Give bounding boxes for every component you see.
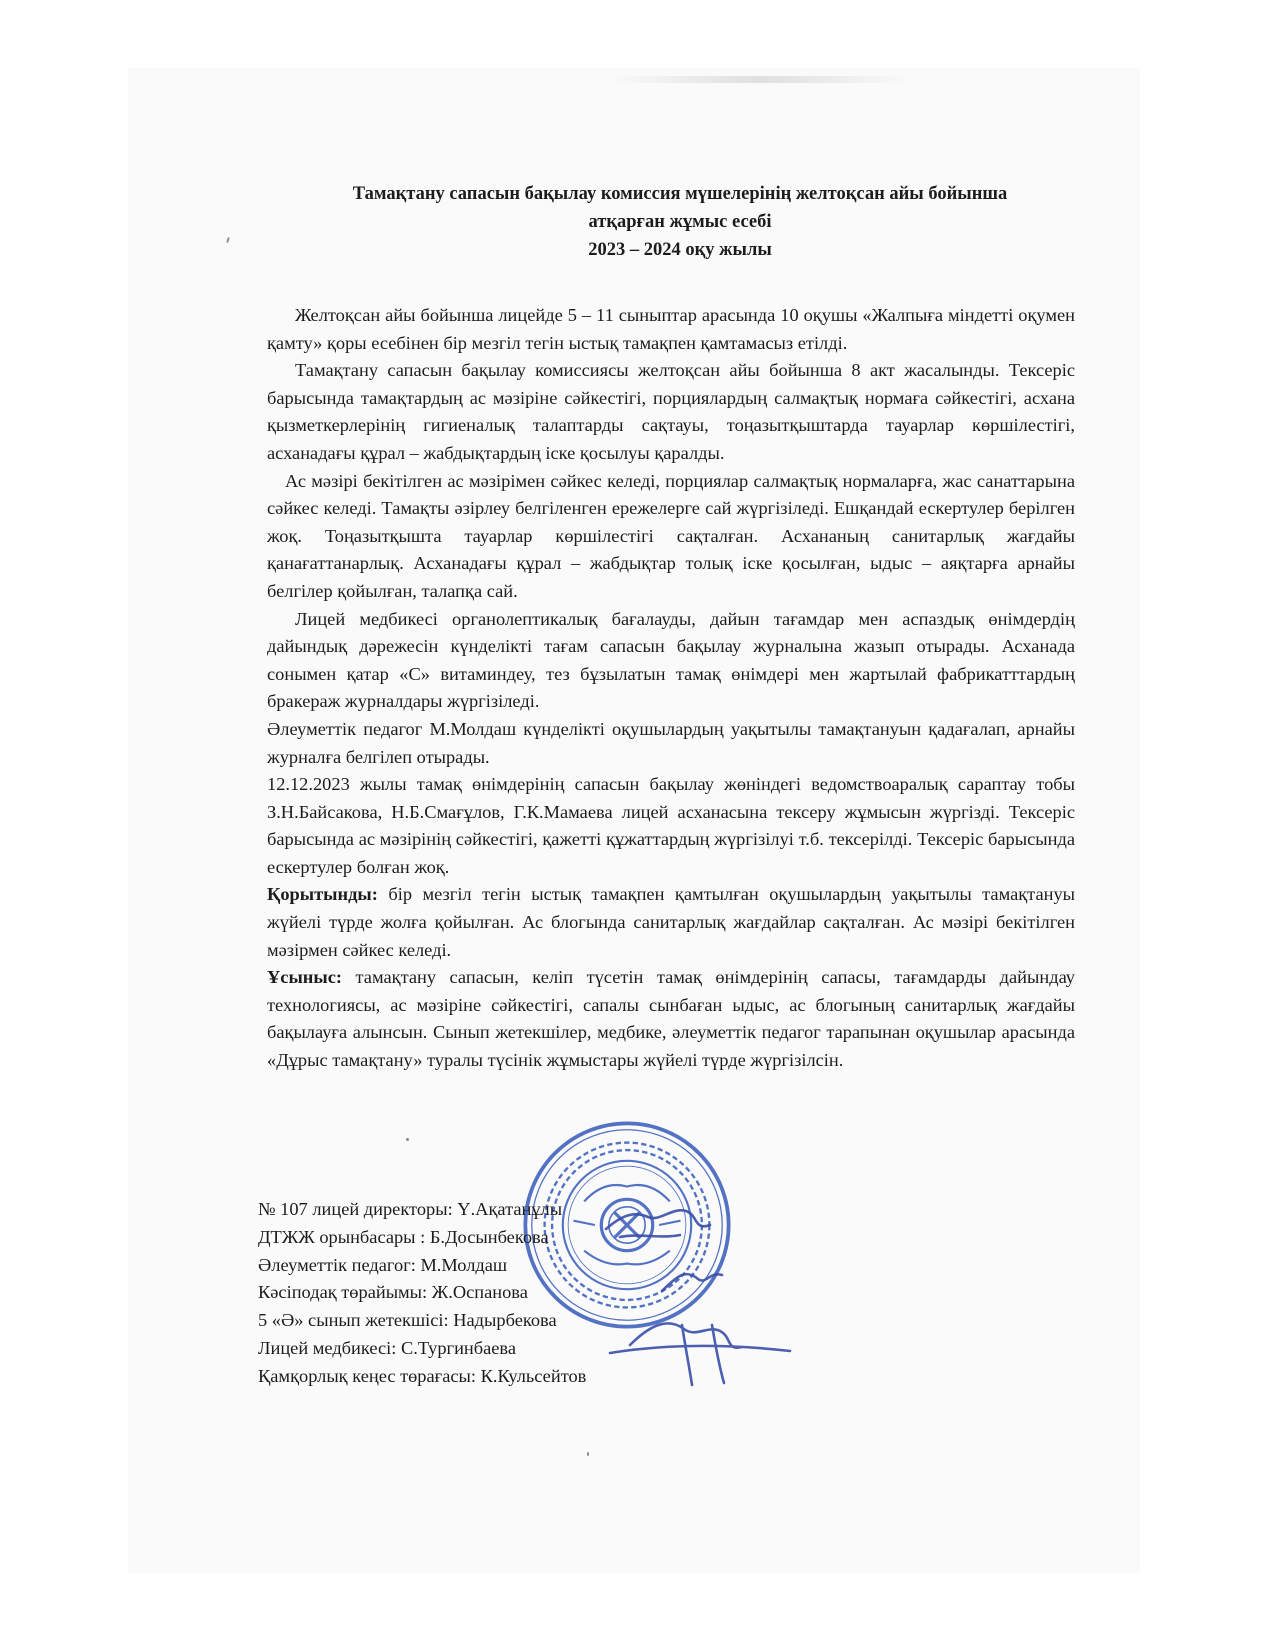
signatory-director: № 107 лицей директоры: Ү.Ақатанұлы [258, 1199, 563, 1219]
signatory-nurse: Лицей медбикесі: С.Тургинбаева [258, 1337, 517, 1358]
paragraph-conclusion [267, 881, 1075, 964]
paragraph-interagency-inspection: 12.12.2023 жылы тамақ өнімдерінің сапасын бақылау жөніндегі ведомствоаралық сараптау тобы З.Н.Байсакова, Н.Б.Смағұлов, Г.К.Мамаева лицей асханасына тексеру жұмысын жүргізді. Тексеріс барысында ас мәзірінің сәйкестігі, қажетті құжаттардың жүргізілуі т.б. тексерілді. Тексеріс барысында ескертулер болған жоқ. [267, 774, 1075, 877]
report-body [267, 302, 1075, 1075]
title-line-2: атқарған жұмыс есебі [588, 212, 772, 232]
conclusion-text: бір мезгіл тегін ыстық тамақпен қамтылған оқушылардың уақытылы тамақтануы жүйелі түрде жолға қойылған. Ас блогында санитарлық жағдайлар сақталған. Ас мәзірі бекітілген мәзірмен сәйкес келеді. [267, 884, 1075, 960]
signatory-deputy: ДТЖЖ орынбасары : Б.Досынбекова [258, 1226, 549, 1247]
handwritten-signatures [600, 1175, 810, 1395]
document-title [270, 180, 1090, 264]
proposal-label: Ұсыныс: [267, 967, 343, 988]
paragraph-meals-provided: Желтоқсан айы бойынша лицейде 5 – 11 сыныптар арасында 10 оқушы «Жалпыға міндетті оқумен қамту» қоры есебінен бір мезгіл тегін ыстық тамақпен қамтамасыз етілді. [267, 305, 1075, 353]
conclusion-label: Қорытынды: [267, 884, 378, 905]
scan-speck [587, 1452, 589, 1456]
signatory-class-teacher: 5 «Ә» сынып жетекшісі: Надырбекова [258, 1310, 557, 1331]
signatory-social-pedagogue: Әлеуметтік педагог: М.Молдаш [258, 1254, 508, 1275]
paragraph-social-pedagogue: Әлеуметтік педагог М.Молдаш күнделікті оқушылардың уақытылы тамақтануын қадағалап, арнайы журналға белгілеп отырады. [267, 718, 1075, 767]
signatory-union-chair: Кәсіподақ төрайымы: Ж.Оспанова [258, 1282, 528, 1303]
paragraph-commission-acts: Тамақтану сапасын бақылау комиссиясы желтоқсан айы бойынша 8 акт жасалынды. Тексеріс барысында тамақтардың ас мәзіріне сәйкестігі, порциялардың салмақтық нормаға сәйкестігі, асхана қызметкерлерінің гигиеналық талаптарды сақтауы, тоңазытқыштарда тауарлар көршілестігі, асханадағы құрал – жабдықтардың іске қосылуы қаралды. [267, 360, 1075, 463]
paragraph-nurse-journal: Лицей медбикесі органолептикалық бағалауды, дайын тағамдар мен аспаздық өнімдердің дайындық дәрежесін күнделікті тағам сапасын бақылау журналына жазып отырады. Асханада сонымен қатар «С» витаминдеу, тез бұзылатын тамақ өнімдері мен жартылай фабрикатттардың бракераж журналдары жүргізіледі. [267, 608, 1075, 712]
signatory-board-chair: Қамқорлық кеңес төрағасы: К.Кульсейтов [258, 1365, 587, 1386]
proposal-text: тамақтану сапасын, келіп түсетін тамақ өнімдерінің сапасы, тағамдарды дайындау технологиясы, ас мәзіріне сәйкестігі, сапалы сынбаған ыдыс, ас блогының санитарлық жағдайы бақылауға алынсын. Сынып жетекшілер, медбике, әлеуметтік педагог тарапынан оқушылар арасында «Дұрыс тамақтану» туралы түсінік жұмыстары жүйелі түрде жүргізілсін. [267, 967, 1075, 1071]
paragraph-proposal [267, 964, 1075, 1074]
signature-block [258, 1196, 586, 1391]
title-line-3: 2023 – 2024 оқу жылы [588, 240, 772, 260]
scan-speck [406, 1138, 409, 1141]
scan-smudge [610, 76, 910, 83]
paragraph-menu-compliance: Ас мәзірі бекітілген ас мәзірімен сәйкес келеді, порциялар салмақтық нормаларға, жас санаттарына сәйкес келеді. Тамақты әзірлеу белгіленген ережелерге сай жүргізіледі. Ешқандай ескертулер берілген жоқ. Тоңазытқышта тауарлар көршілестігі сақталған. Асхананың санитарлық жағдайы қанағаттанарлық. Асханадағы құрал – жабдықтар толық іске қосылған, ыдыс – аяқтарға арнайы белгілер қойылған, талапқа сай. [267, 470, 1075, 601]
title-line-1: Тамақтану сапасын бақылау комиссия мүшелерінің желтоқсан айы бойынша [352, 184, 1008, 204]
